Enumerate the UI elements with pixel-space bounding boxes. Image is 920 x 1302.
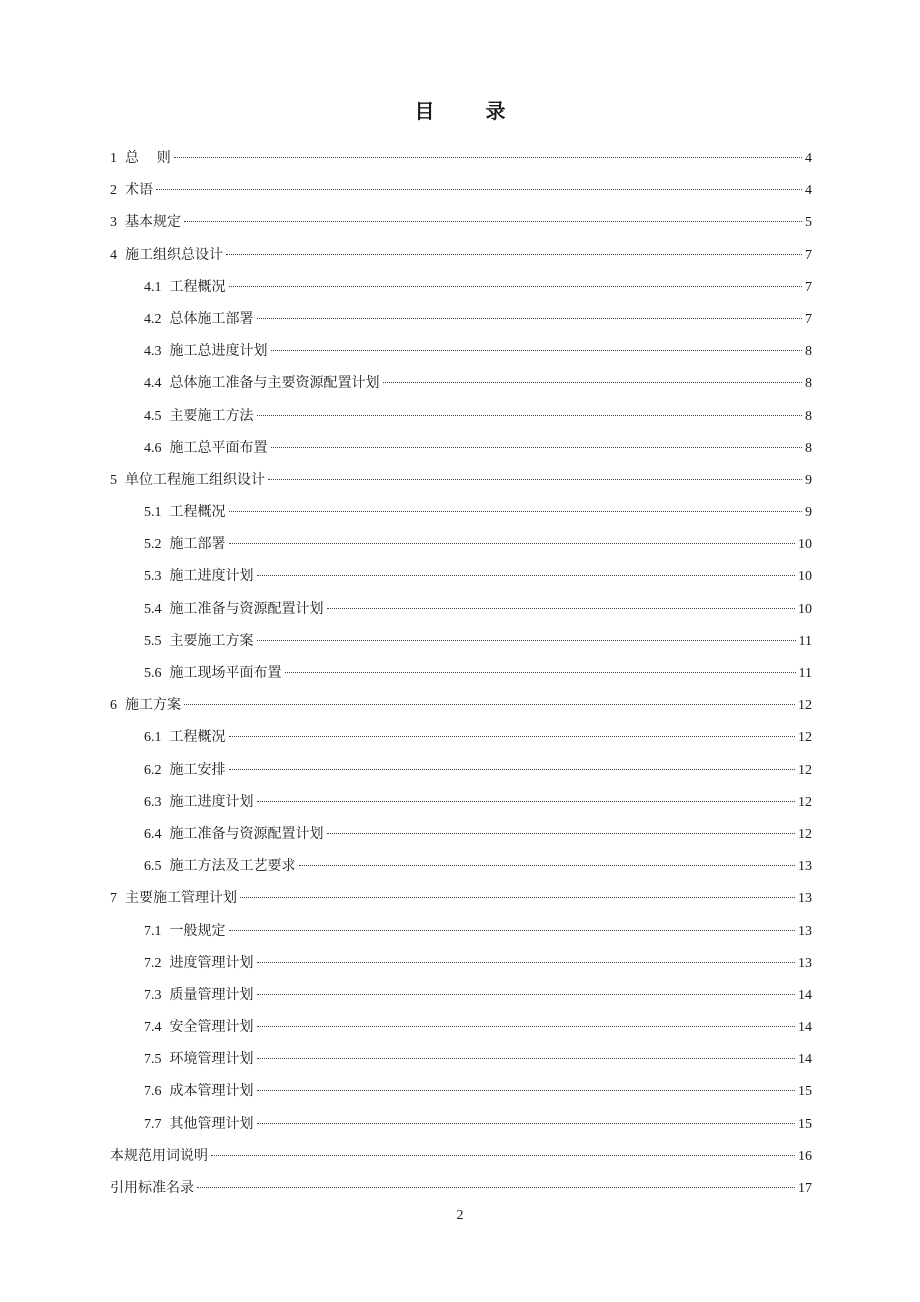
toc-entry-label: 施工准备与资源配置计划 (169, 600, 324, 617)
toc-entry-number: 7.1 (144, 923, 162, 939)
toc-entry-number: 1 (110, 151, 117, 166)
toc-leader-dots (184, 221, 802, 222)
toc-entry-label: 施工准备与资源配置计划 (169, 825, 324, 842)
toc-entry-page: 8 (805, 344, 812, 360)
toc-entry-label: 主要施工管理计划 (125, 890, 237, 907)
toc-entry-label: 质量管理计划 (169, 986, 254, 1003)
toc-entry-label: 进度管理计划 (169, 954, 254, 971)
toc-entry-number: 2 (110, 183, 117, 199)
toc-leader-dots (229, 736, 796, 737)
toc-entry[interactable] (110, 692, 812, 724)
toc-entry[interactable] (110, 1014, 812, 1046)
toc-entry[interactable] (110, 563, 812, 595)
toc-leader-dots (257, 1026, 796, 1027)
toc-entry[interactable] (110, 242, 812, 274)
toc-entry[interactable] (110, 1078, 812, 1110)
toc-entry[interactable] (110, 918, 812, 950)
toc-entry-page: 16 (798, 1148, 812, 1164)
toc-leader-dots (257, 801, 796, 802)
toc-entry[interactable] (110, 596, 812, 628)
toc-entry[interactable] (110, 628, 812, 660)
toc-entry-page: 8 (805, 440, 812, 456)
toc-entry-page: 12 (798, 698, 812, 714)
toc-entry-label: 施工组织总设计 (125, 246, 223, 263)
toc-entry-page: 13 (798, 955, 812, 971)
toc-entry-page: 7 (805, 311, 812, 327)
toc-entry-page: 12 (798, 826, 812, 842)
toc-entry-page: 11 (798, 666, 812, 681)
toc-leader-dots (229, 543, 796, 544)
toc-entry-page: 10 (798, 569, 812, 585)
toc-leader-dots (174, 157, 802, 158)
toc-leader-dots (257, 962, 796, 963)
toc-entry-label: 一般规定 (169, 922, 226, 939)
toc-entry-label: 术语 (125, 182, 153, 199)
toc-leader-dots (197, 1187, 795, 1188)
toc-entry-number: 6.1 (144, 730, 162, 746)
toc-entry[interactable] (110, 1143, 812, 1175)
toc-entry-number: 4 (110, 247, 117, 263)
toc-leader-dots (229, 286, 803, 287)
toc-entry-label: 施工方案 (125, 697, 181, 714)
toc-entry-label: 施工安排 (169, 761, 226, 778)
toc-entry-label: 施工进度计划 (169, 793, 254, 810)
toc-entry-number: 6.3 (144, 794, 162, 810)
toc-entry-page: 12 (798, 730, 812, 746)
toc-entry[interactable] (110, 531, 812, 563)
toc-entry-label: 环境管理计划 (169, 1051, 254, 1068)
toc-entry-page: 4 (805, 183, 812, 199)
toc-leader-dots (156, 189, 802, 190)
toc-entry[interactable] (110, 435, 812, 467)
toc-entry-page: 9 (805, 472, 812, 488)
toc-entry-label: 主要施工方法 (169, 407, 254, 424)
toc-entry-page: 5 (805, 215, 812, 231)
toc-entry-label: 施工方法及工艺要求 (169, 858, 296, 875)
toc-entry-number: 7.3 (144, 987, 162, 1003)
toc-entry[interactable] (110, 209, 812, 241)
toc-leader-dots (257, 1123, 796, 1124)
toc-entry-page: 4 (805, 151, 812, 166)
toc-entry-label: 工程概况 (169, 504, 226, 521)
toc-entry-page: 12 (798, 794, 812, 810)
toc-entry-label: 成本管理计划 (169, 1083, 254, 1100)
toc-entry-number: 5.2 (144, 537, 162, 553)
toc-leader-dots (226, 254, 802, 255)
toc-entry-number: 5.5 (144, 633, 162, 649)
toc-entry-number: 7 (110, 891, 117, 907)
toc-entry[interactable] (110, 950, 812, 982)
toc-entry-number: 5.1 (144, 505, 162, 521)
toc-entry[interactable] (110, 853, 812, 885)
toc-leader-dots (257, 994, 796, 995)
toc-entry-number: 3 (110, 215, 117, 231)
toc-entry-label: 主要施工方案 (169, 632, 254, 649)
toc-leader-dots (229, 511, 803, 512)
toc-entry-page: 13 (798, 923, 812, 939)
toc-entry-label: 本规范用词说明 (110, 1147, 208, 1164)
toc-leader-dots (327, 608, 796, 609)
toc-entry-number: 6.2 (144, 762, 162, 778)
toc-entry-number: 4.2 (144, 311, 162, 327)
toc-entry-number: 7.4 (144, 1020, 162, 1036)
toc-leader-dots (257, 575, 796, 576)
toc-entry-number: 6.4 (144, 826, 162, 842)
toc-leader-dots (327, 833, 796, 834)
toc-entry-label: 总体施工部署 (169, 310, 254, 327)
toc-leader-dots (184, 704, 795, 705)
toc-entry-page: 14 (798, 1052, 812, 1068)
toc-entry-label: 施工部署 (169, 536, 226, 553)
toc-leader-dots (257, 640, 796, 641)
toc-entry-number: 4.5 (144, 408, 162, 424)
toc-entry-label: 施工总进度计划 (169, 343, 268, 360)
toc-entry-number: 7.7 (144, 1116, 162, 1132)
toc-entry-page: 7 (805, 247, 812, 263)
toc-entry-label: 总体施工准备与主要资源配置计划 (169, 375, 380, 392)
toc-leader-dots (299, 865, 796, 866)
toc-leader-dots (271, 447, 803, 448)
toc-leader-dots (383, 382, 803, 383)
toc-entry-page: 8 (805, 408, 812, 424)
toc-entry[interactable] (110, 1111, 812, 1143)
toc-entry-page: 12 (798, 762, 812, 778)
toc-leader-dots (268, 479, 802, 480)
toc-entry[interactable] (110, 274, 812, 306)
toc-entry-page: 8 (805, 376, 812, 392)
toc-entry-label: 安全管理计划 (169, 1019, 254, 1036)
toc-entry-number: 4.4 (144, 376, 162, 392)
toc-entry-number: 5 (110, 472, 117, 488)
toc-entry[interactable] (110, 982, 812, 1014)
toc-entry-number: 7.5 (144, 1052, 162, 1068)
toc-entry[interactable] (110, 660, 812, 692)
toc-entry[interactable] (110, 1046, 812, 1078)
toc-entry-page: 9 (805, 505, 812, 521)
toc-entry-label: 单位工程施工组织设计 (125, 471, 265, 488)
toc-entry-page: 15 (798, 1116, 812, 1132)
toc-leader-dots (285, 672, 796, 673)
toc-leader-dots (229, 769, 796, 770)
toc-entry[interactable] (110, 306, 812, 338)
toc-entry[interactable] (110, 338, 812, 370)
toc-entry-number: 5.6 (144, 666, 162, 681)
toc-entry-page: 10 (798, 601, 812, 617)
toc-leader-dots (257, 318, 803, 319)
toc-entry-label: 施工总平面布置 (169, 439, 268, 456)
toc-entry-label: 总 则 (125, 150, 171, 166)
toc-entry-page: 14 (798, 987, 812, 1003)
toc-entry[interactable] (110, 724, 812, 756)
toc-entry[interactable] (110, 885, 812, 917)
toc-entry-number: 7.2 (144, 955, 162, 971)
toc-entry-page: 7 (805, 279, 812, 295)
page-number: 2 (456, 1208, 464, 1223)
toc-entry[interactable] (110, 757, 812, 789)
toc-entry[interactable] (110, 789, 812, 821)
toc-entry[interactable] (110, 177, 812, 209)
toc-entry-label: 工程概况 (169, 729, 226, 746)
toc-entry-label: 基本规定 (125, 214, 181, 231)
toc-leader-dots (257, 1090, 796, 1091)
toc-entry-page: 11 (798, 633, 812, 649)
toc-entry-number: 5.4 (144, 601, 162, 617)
toc-entry[interactable] (110, 145, 812, 177)
toc-entry-number: 4.6 (144, 440, 162, 456)
toc-leader-dots (257, 415, 803, 416)
page-title: 目 录 (414, 99, 528, 123)
toc-entry-label: 其他管理计划 (169, 1115, 254, 1132)
toc-entry-page: 15 (798, 1084, 812, 1100)
toc-entry[interactable] (110, 403, 812, 435)
toc-entry[interactable] (110, 467, 812, 499)
toc-entry-page: 13 (798, 859, 812, 875)
toc-entry-label: 工程概况 (169, 278, 226, 295)
toc-entry[interactable] (110, 1175, 812, 1207)
toc-entry-label: 施工现场平面布置 (169, 665, 282, 681)
toc-entry-number: 7.6 (144, 1084, 162, 1100)
table-of-contents (110, 145, 812, 1207)
toc-leader-dots (271, 350, 803, 351)
toc-entry-number: 5.3 (144, 569, 162, 585)
toc-entry-number: 6 (110, 698, 117, 714)
toc-entry-page: 17 (798, 1181, 812, 1196)
toc-entry-page: 10 (798, 537, 812, 553)
toc-entry-page: 13 (798, 891, 812, 907)
toc-entry[interactable] (110, 821, 812, 853)
toc-entry-number: 4.3 (144, 344, 162, 360)
toc-leader-dots (257, 1058, 796, 1059)
toc-entry-label: 施工进度计划 (169, 568, 254, 585)
toc-leader-dots (240, 897, 795, 898)
toc-leader-dots (229, 930, 796, 931)
toc-entry[interactable] (110, 499, 812, 531)
toc-entry-label: 引用标准名录 (110, 1180, 194, 1196)
toc-entry[interactable] (110, 370, 812, 402)
toc-entry-number: 4.1 (144, 279, 162, 295)
toc-leader-dots (211, 1155, 795, 1156)
toc-entry-page: 14 (798, 1020, 812, 1036)
toc-entry-number: 6.5 (144, 859, 162, 875)
